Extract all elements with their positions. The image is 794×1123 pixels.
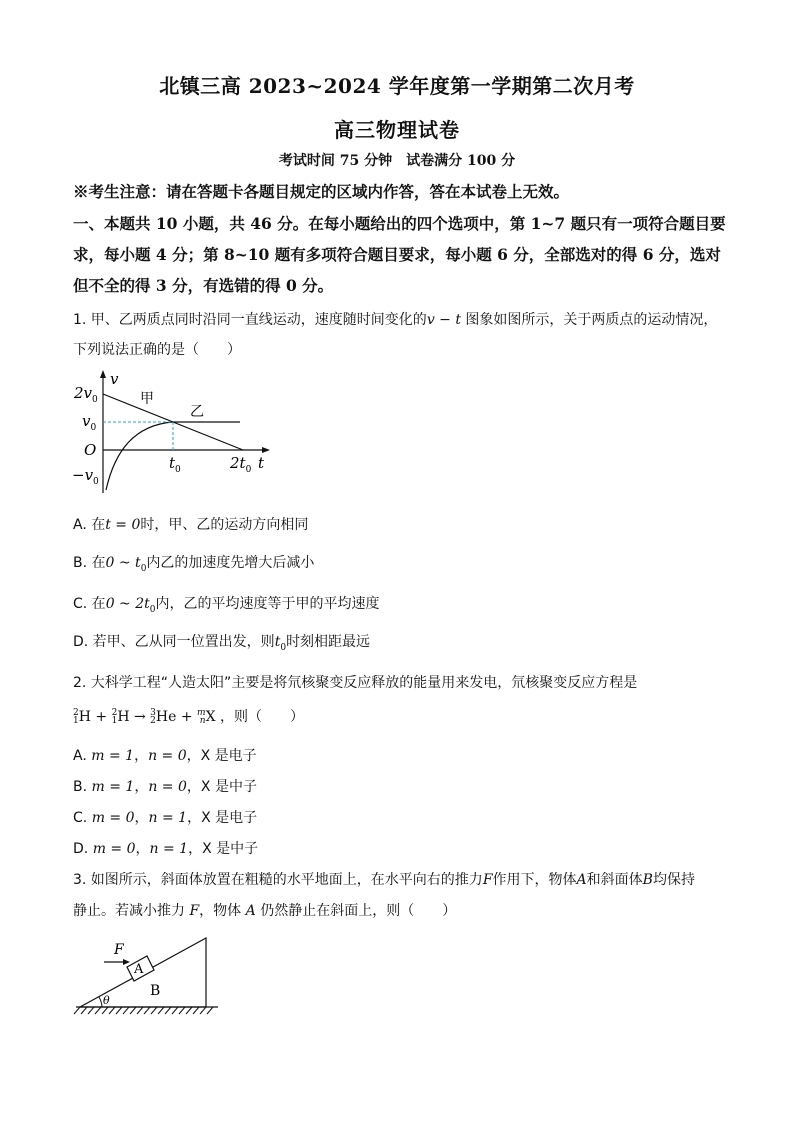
label-a: A xyxy=(134,962,144,977)
fusion-equation: 2 1 H + 2 1 H → 3 2 He + m n X xyxy=(73,708,220,726)
label-f: F xyxy=(114,942,124,958)
label-2t0: $2t_0$ xyxy=(230,454,252,475)
label-t: t xyxy=(258,454,265,472)
exam-subtitle: 高三物理试卷 xyxy=(334,118,460,142)
label-jia: 甲 xyxy=(140,391,154,407)
section1-line2: 求，每小题 4 分；第 8~10 题有多项符合题目要求，每小题 6 分，全部选对的得 6 分，选对 xyxy=(73,245,721,264)
label-neg-v0: $-v_0$ xyxy=(72,466,99,487)
section1-line1: 一、本题共 10 小题，共 46 分。在每小题给出的四个选项中，第 1~7 题只有一项符合题目要 xyxy=(73,214,726,233)
section1-line3: 但不全的得 3 分，有选错的得 0 分。 xyxy=(73,276,334,295)
label-v: v xyxy=(110,370,119,388)
label-theta: θ xyxy=(103,994,110,1007)
q1-stem: 1. 甲、乙两质点同时沿同一直线运动，速度随时间变化的v − t 图象如图所示，关于两质点的运动情况， xyxy=(73,312,718,328)
q3-incline-figure xyxy=(70,932,230,1022)
q2-stem: 2. 大科学工程“人造太阳”主要是将氘核聚变反应释放的能量用来发电，氘核聚变反应方程是 xyxy=(73,675,638,691)
label-yi: 乙 xyxy=(190,404,204,420)
t-axis-arrow xyxy=(262,447,270,453)
q1-vt: v − t xyxy=(426,312,461,328)
force-f-arrowhead xyxy=(123,959,130,965)
label-b: B xyxy=(150,983,161,999)
exam-info: 考试时间 75 分钟 试卷满分 100 分 xyxy=(278,153,516,169)
v-axis-arrow xyxy=(100,370,106,378)
q3-stem-line1: 3. 如图所示，斜面体放置在粗糙的水平地面上，在水平向右的推力F作用下，物体A和斜面体B均保持 xyxy=(73,872,695,888)
q1-option-b[interactable]: B. 在0 ~ $t_0$内乙的加速度先增大后减小 xyxy=(73,555,315,574)
q2-option-d[interactable]: D. m = 0，n = 1，X 是中子 xyxy=(73,841,259,857)
q1-stem-line2: 下列说法正确的是（ ） xyxy=(73,342,241,358)
q1-option-a[interactable]: A. 在t = 0时，甲、乙的运动方向相同 xyxy=(73,517,309,533)
q3-stem-line2: 静止。若减小推力 F，物体 A 仍然静止在斜面上，则（ ） xyxy=(73,903,457,919)
ground-hatch xyxy=(74,1007,213,1014)
q1-option-c[interactable]: C. 在0 ~ $2t_0$内，乙的平均速度等于甲的平均速度 xyxy=(73,596,380,615)
label-v0: $v_0$ xyxy=(82,412,97,433)
notice: ※考生注意：请在答题卡各题目规定的区域内作答，答在本试卷上无效。 xyxy=(73,182,570,201)
q1-option-d[interactable]: D. 若甲、乙从同一位置出发，则$t_0$时刻相距最远 xyxy=(73,634,371,653)
q2-equation: 2 1 H + 2 1 H → 3 2 He + m n X ，则（ ） xyxy=(73,708,304,726)
label-t0: $t_0$ xyxy=(169,454,181,475)
q1-vt-graph xyxy=(70,365,290,495)
q2-option-b[interactable]: B. m = 1，n = 0，X 是中子 xyxy=(73,779,257,795)
q2-option-a[interactable]: A. m = 1，n = 0，X 是电子 xyxy=(73,748,257,764)
exam-title: 北镇三高 2023~2024 学年度第一学期第二次月考 xyxy=(159,74,635,98)
angle-arc xyxy=(99,997,102,1007)
q2-option-c[interactable]: C. m = 0，n = 1，X 是电子 xyxy=(73,810,258,826)
label-origin: O xyxy=(84,441,97,459)
label-2v0: $2v_0$ xyxy=(74,384,98,405)
